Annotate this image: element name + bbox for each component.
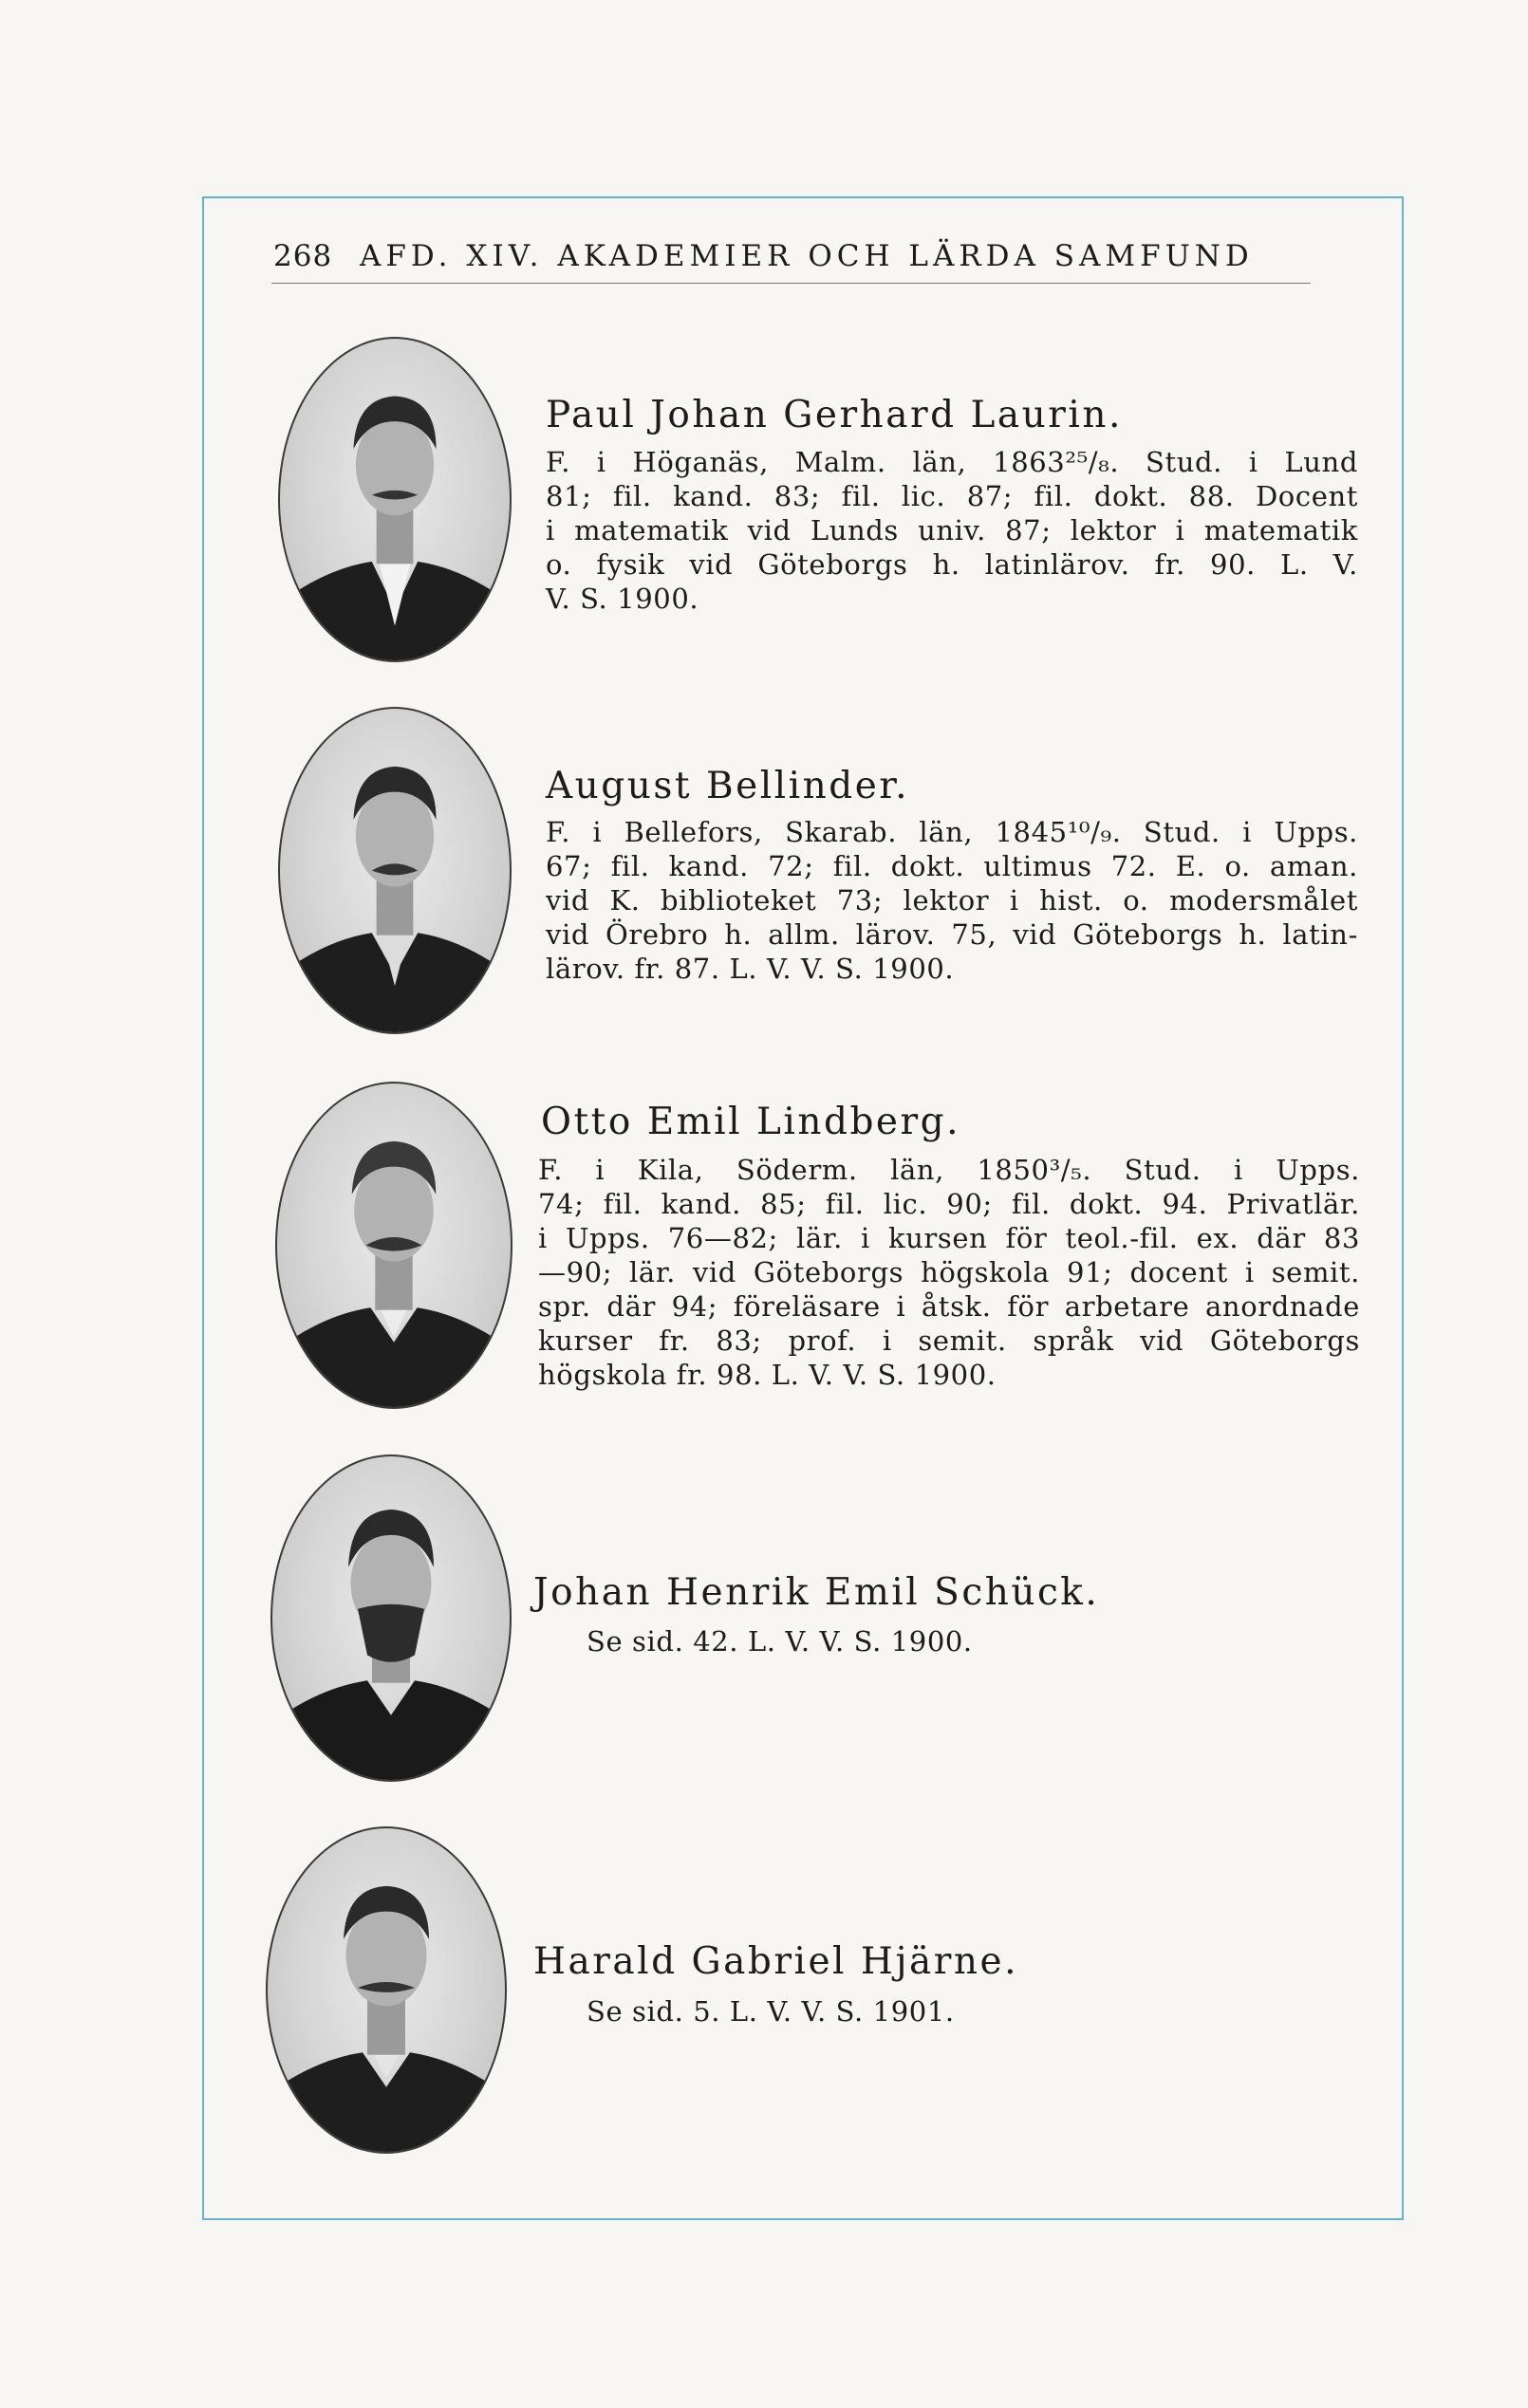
portrait-figure: [280, 709, 510, 1032]
running-header: [273, 239, 1317, 273]
portrait-figure: [272, 1456, 510, 1780]
portrait-figure: [268, 1828, 505, 2152]
bio-line: vid Örebro h. allm. lärov. 75, vid Göteborgs h. latin-: [546, 918, 1358, 951]
bio-line: vid K. biblioteket 73; lektor i hist. o. modersmålet: [546, 884, 1358, 917]
bio-line: spr. där 94; föreläsare i åtsk. för arbetare anordnade: [538, 1290, 1360, 1323]
bio-line: i Upps. 76—82; lär. i kursen för teol.-fil. ex. där 83: [538, 1222, 1360, 1254]
bio-line: kurser fr. 83; prof. i semit. språk vid Göteborgs: [538, 1324, 1360, 1357]
bio-line: i matematik vid Lunds univ. 87; lektor i matematik: [546, 514, 1358, 546]
entry-name: Otto Emil Lindberg.: [541, 1101, 960, 1143]
entry-bio: [587, 1624, 1175, 1658]
bio-line: 67; fil. kand. 72; fil. dokt. ultimus 72. E. o. aman.: [546, 850, 1358, 882]
portrait-figure: [280, 339, 510, 660]
bio-line: Se sid. 5. L. V. V. S. 1901.: [587, 1995, 955, 2028]
bio-line: högskola fr. 98. L. V. V. S. 1900.: [538, 1359, 997, 1391]
bio-line: F. i Kila, Söderm. län, 1850³/₅. Stud. i Upps.: [538, 1154, 1360, 1186]
section-title: AFD. XIV. AKADEMIER OCH LÄRDA SAMFUND: [360, 239, 1254, 273]
entry-bio: [538, 1153, 1360, 1392]
entry-name: Johan Henrik Emil Schück.: [533, 1571, 1100, 1614]
portrait-photo: [278, 337, 512, 662]
page-number: 268: [273, 239, 333, 273]
bio-line: —90; lär. vid Göteborgs högskola 91; docent i semit.: [538, 1256, 1360, 1288]
bio-line: lärov. fr. 87. L. V. V. S. 1900.: [546, 953, 955, 985]
entry-bio: [587, 1994, 1175, 2028]
portrait-photo: [278, 707, 512, 1034]
entry-bio: [546, 815, 1358, 986]
bio-line: F. i Bellefors, Skarab. län, 1845¹⁰/₉. Stud. i Upps.: [546, 816, 1358, 848]
portrait-photo: [270, 1454, 512, 1782]
portrait-photo: [275, 1082, 512, 1409]
entry-bio: [546, 445, 1358, 616]
bio-line: o. fysik vid Göteborgs h. latinlärov. fr. 90. L. V.: [546, 548, 1358, 581]
entry-name: August Bellinder.: [546, 765, 910, 807]
bio-line: F. i Höganäs, Malm. län, 1863²⁵/₈. Stud. i Lund: [546, 446, 1358, 478]
entry-name: Paul Johan Gerhard Laurin.: [546, 394, 1123, 436]
entry-name: Harald Gabriel Hjärne.: [533, 1940, 1019, 1983]
portrait-figure: [277, 1084, 511, 1407]
header-rule: [271, 283, 1311, 284]
bio-line: 81; fil. kand. 83; fil. lic. 87; fil. dokt. 88. Docent: [546, 480, 1358, 512]
bio-line: 74; fil. kand. 85; fil. lic. 90; fil. dokt. 94. Privatlär.: [538, 1188, 1360, 1220]
bio-line: V. S. 1900.: [546, 583, 699, 615]
portrait-photo: [266, 1826, 507, 2154]
bio-line: Se sid. 42. L. V. V. S. 1900.: [587, 1625, 973, 1658]
